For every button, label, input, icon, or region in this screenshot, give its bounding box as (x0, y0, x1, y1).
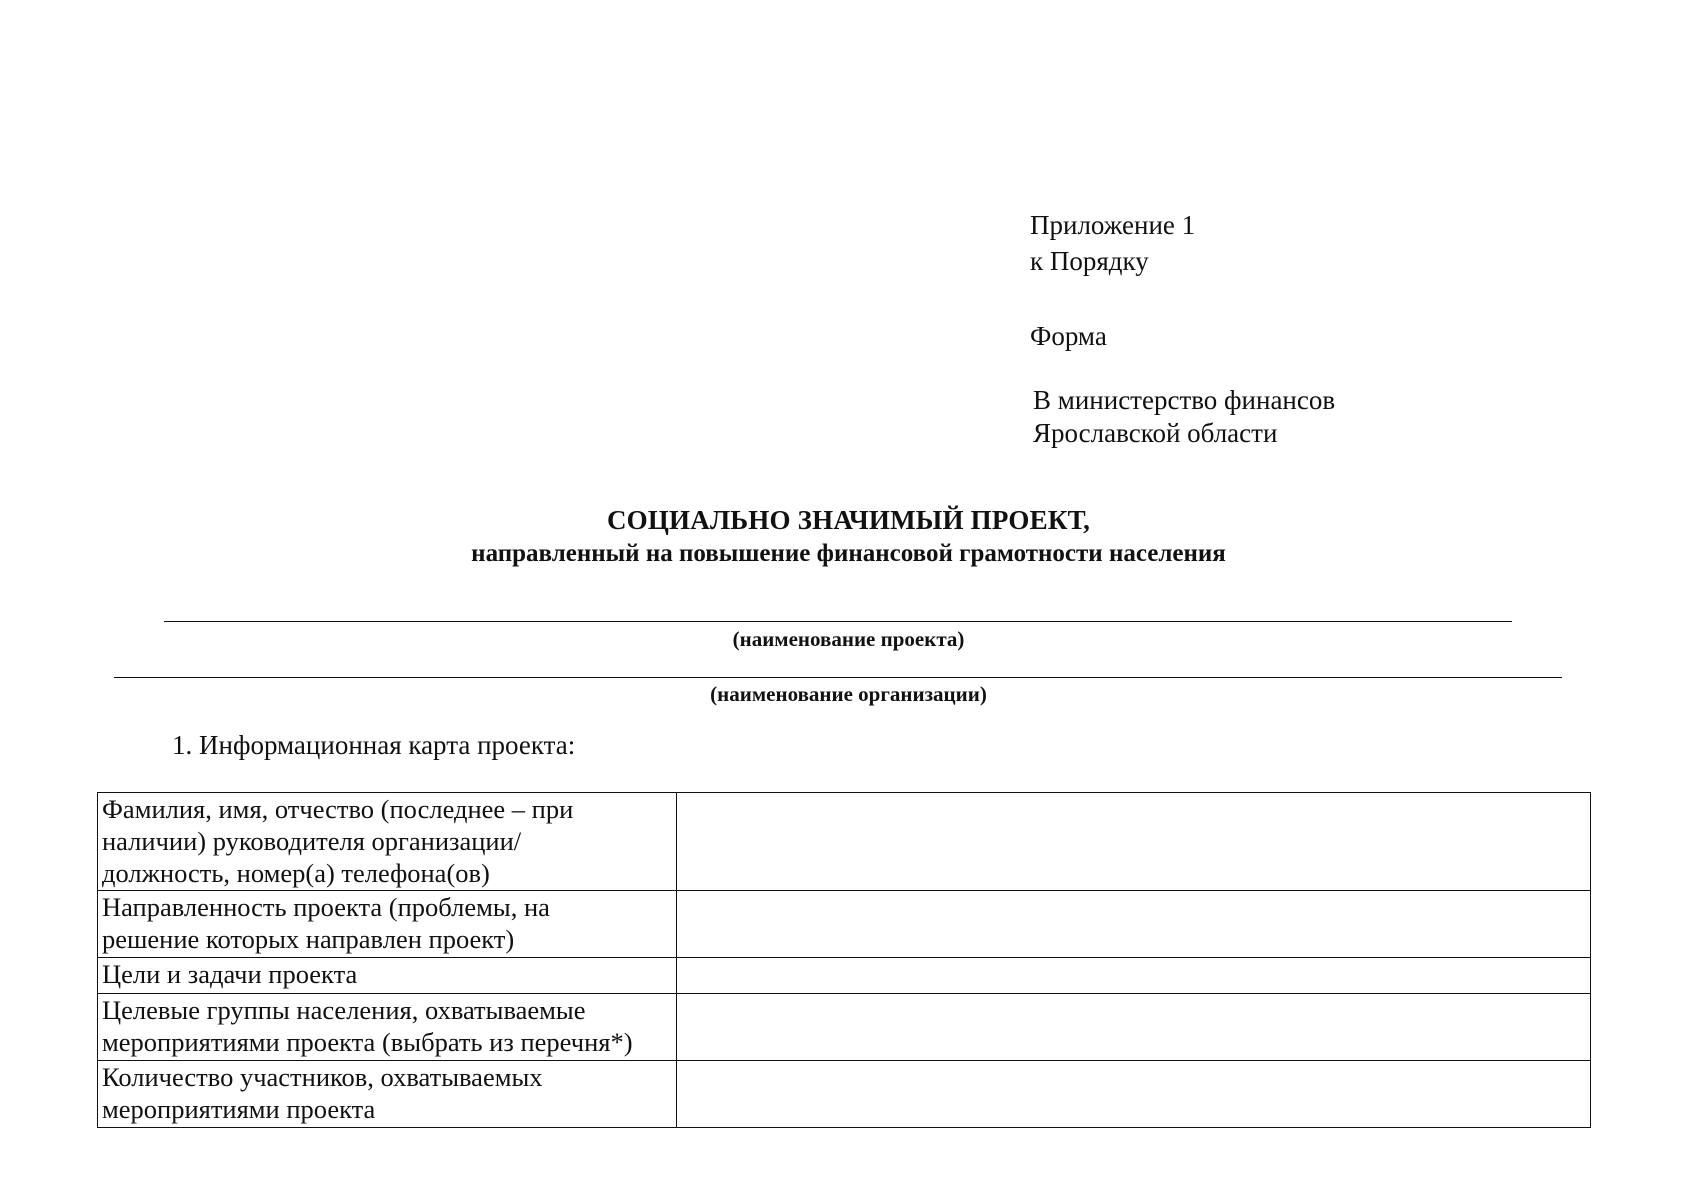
label-cell (98, 1061, 677, 1128)
table-row (98, 1061, 1591, 1128)
organization-name-caption: (наименование организации) (710, 682, 987, 706)
value-cell[interactable] (677, 1061, 1591, 1128)
row-label: Направленность проекта (проблемы, на решение которых направлен проект) (102, 892, 550, 954)
row-label: Количество участников, охватываемых мероприятиями проекта (102, 1062, 543, 1124)
label-cell (98, 891, 677, 958)
project-name-caption: (наименование проекта) (732, 627, 965, 651)
value-cell[interactable] (677, 994, 1591, 1061)
addressee-line-2: Ярославской области (1033, 418, 1278, 448)
info-card-table (97, 792, 1591, 1128)
label-cell (98, 793, 677, 891)
table-row (98, 958, 1591, 994)
appendix-reference: к Порядку (1030, 246, 1149, 276)
label-cell (98, 994, 677, 1061)
table-row (98, 793, 1591, 891)
appendix-number: Приложение 1 (1030, 210, 1196, 240)
row-label: Целевые группы населения, охватываемые мероприятиями проекта (выбрать из перечня*) (102, 995, 633, 1057)
row-label: Фамилия, имя, отчество (последнее – при наличии) руководителя организации/ должность, номер(а) телефона(ов) (102, 794, 574, 888)
project-name-line (164, 621, 1512, 622)
table-row (98, 994, 1591, 1061)
organization-name-line (114, 677, 1562, 678)
row-label: Цели и задачи проекта (102, 959, 358, 989)
document-title: СОЦИАЛЬНО ЗНАЧИМЫЙ ПРОЕКТ, (606, 505, 1091, 535)
document-subtitle: направленный на повышение финансовой грамотности населения (471, 540, 1226, 567)
value-cell[interactable] (677, 958, 1591, 994)
section-heading: 1. Информационная карта проекта: (172, 730, 576, 760)
value-cell[interactable] (677, 891, 1591, 958)
value-cell[interactable] (677, 793, 1591, 891)
form-label: Форма (1030, 321, 1107, 351)
label-cell (98, 958, 677, 994)
table-row (98, 891, 1591, 958)
addressee-line-1: В министерство финансов (1033, 385, 1336, 415)
